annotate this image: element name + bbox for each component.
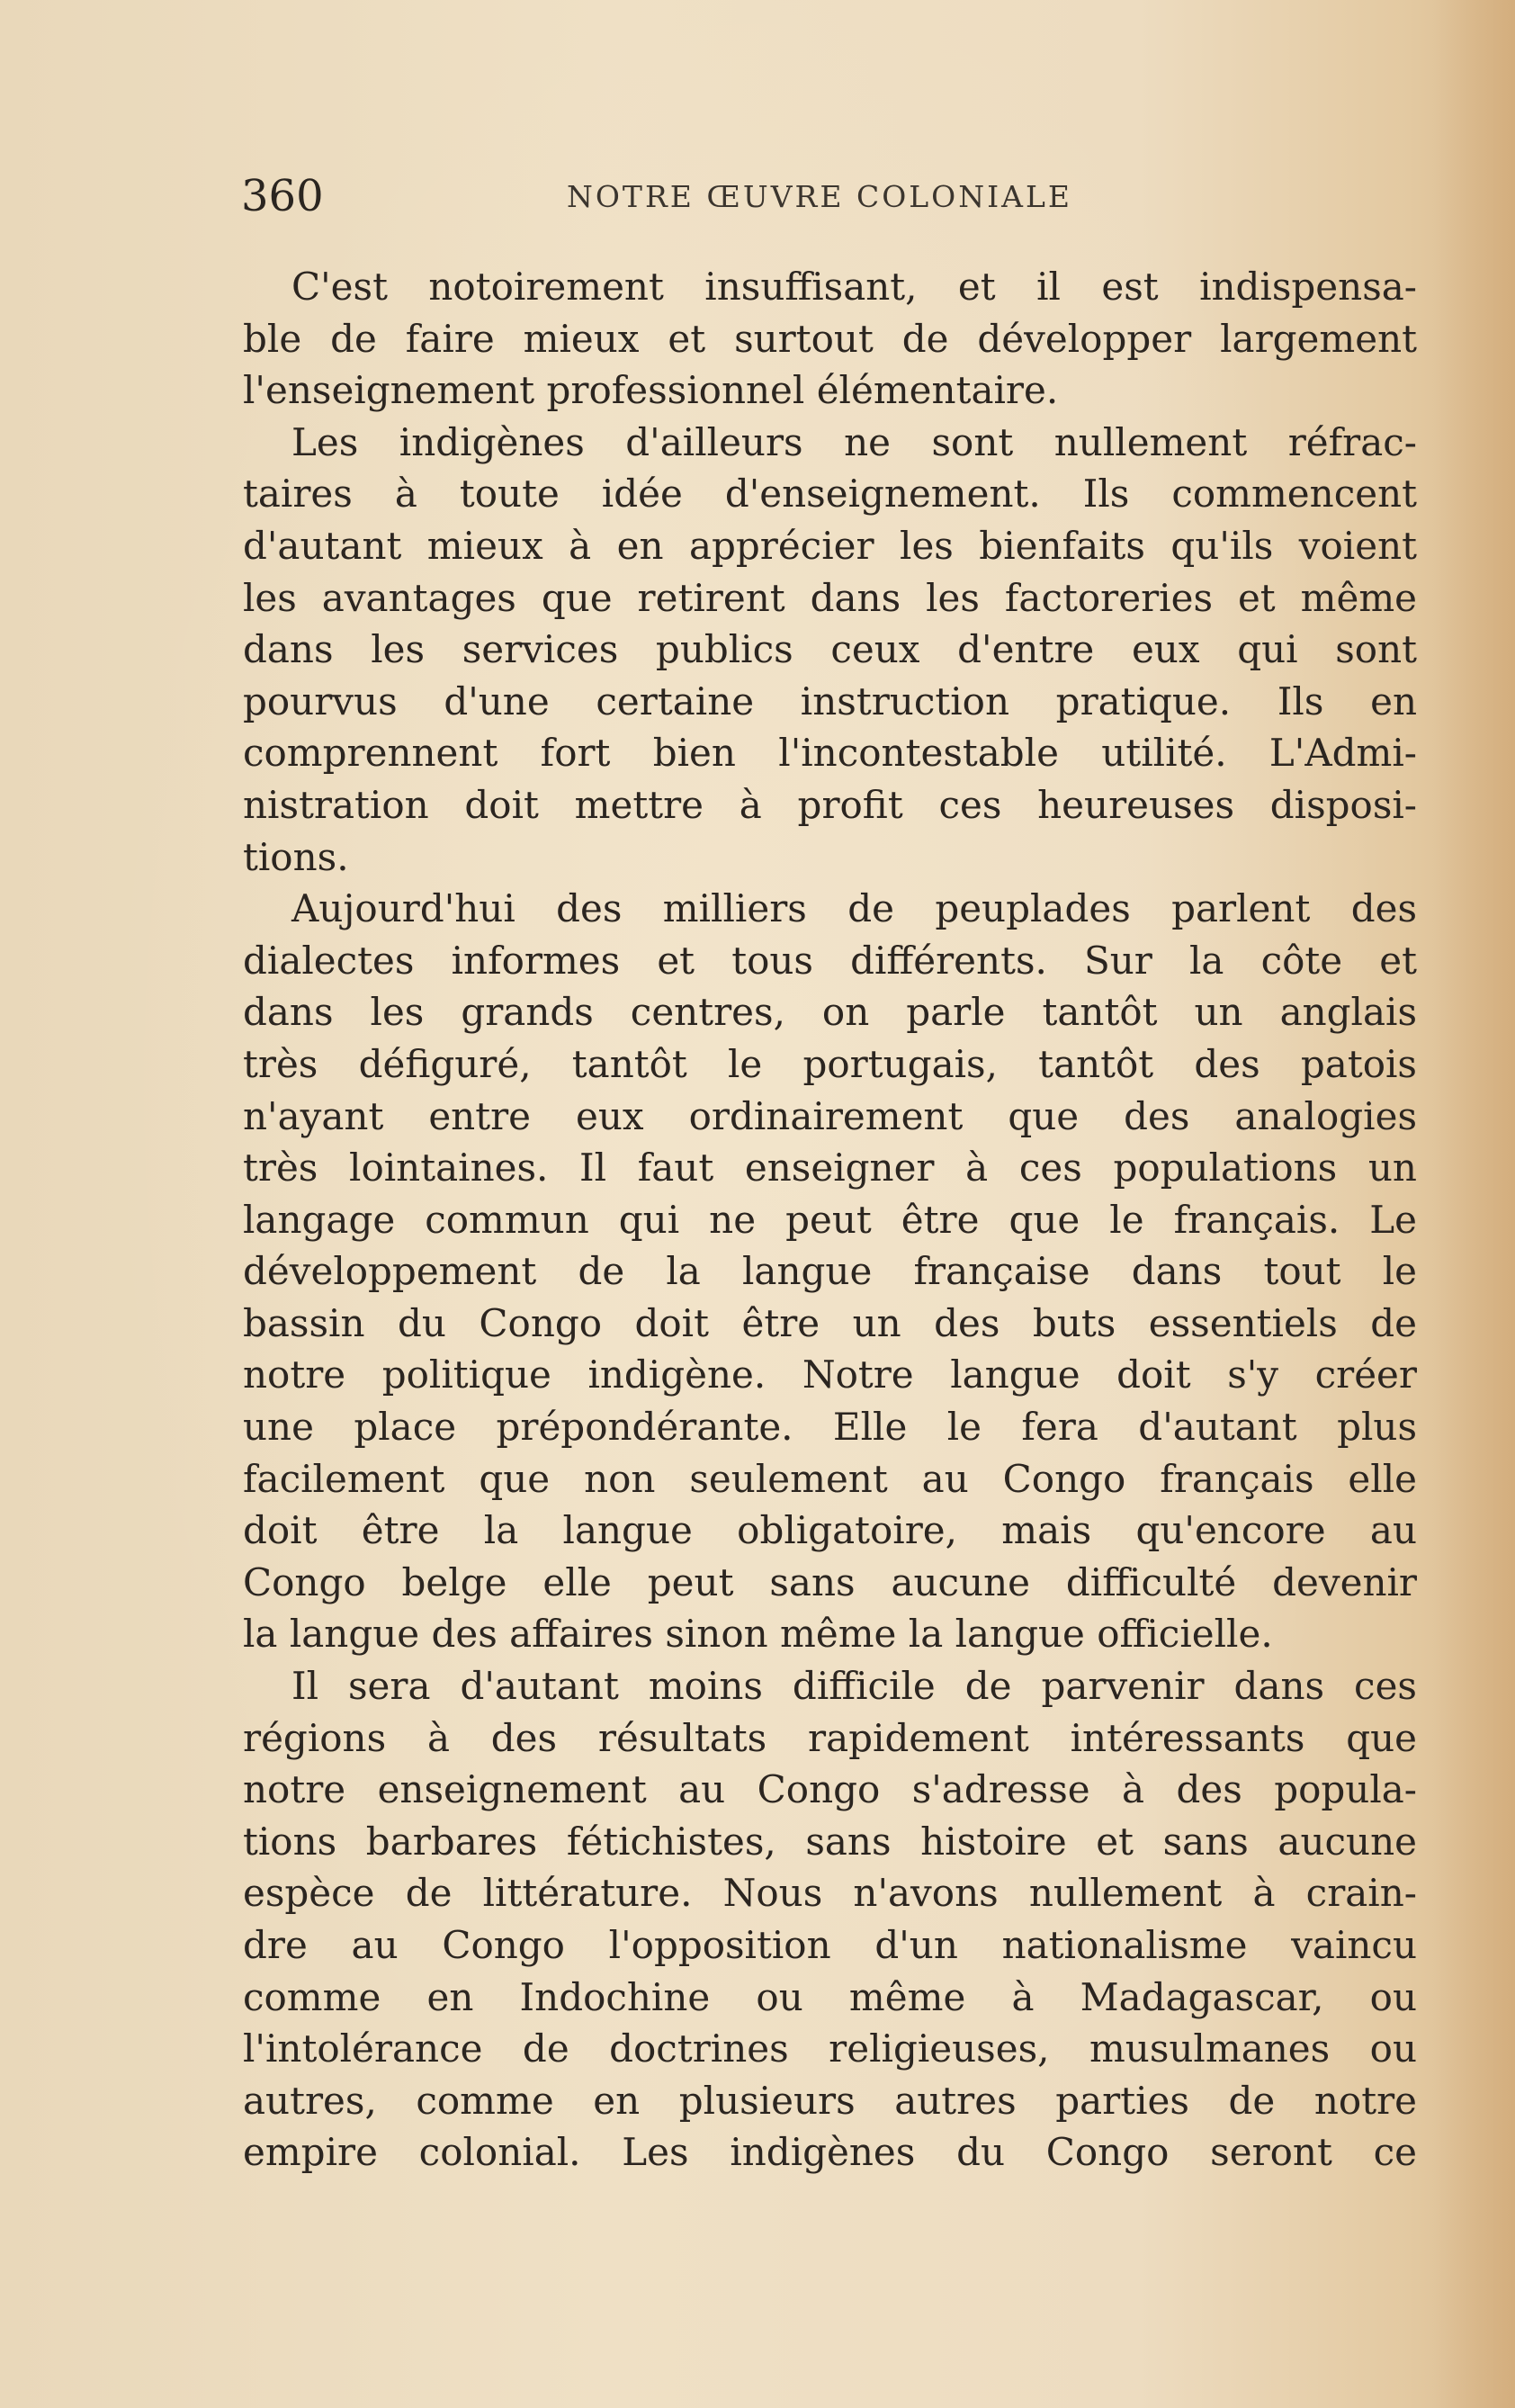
text-line: ble de faire mieux et surtout de développer largement xyxy=(243,316,1417,361)
text-line: comme en Indochine ou même à Madagascar, ou xyxy=(243,1974,1417,2019)
text-line: l'enseignement professionnel élémentaire. xyxy=(243,368,1059,413)
text-line: empire colonial. Les indigènes du Congo seront ce xyxy=(243,2130,1417,2175)
text-line: dans les services publics ceux d'entre eux qui sont xyxy=(243,627,1417,672)
text-line: dialectes informes et tous différents. Sur la côte et xyxy=(243,938,1417,983)
text-line: facilement que non seulement au Congo français elle xyxy=(243,1456,1417,1501)
text-line: nistration doit mettre à profit ces heureuses disposi- xyxy=(243,782,1417,827)
text-line: les avantages que retirent dans les factoreries et même xyxy=(243,575,1417,620)
text-line: très lointaines. Il faut enseigner à ces populations un xyxy=(243,1146,1417,1191)
text-line: développement de la langue française dans tout le xyxy=(243,1249,1417,1294)
text-line: d'autant mieux à en apprécier les bienfaits qu'ils voient xyxy=(243,523,1417,568)
text-line: dans les grands centres, on parle tantôt un anglais xyxy=(243,990,1417,1035)
text-line: Congo belge elle peut sans aucune difficulté devenir xyxy=(243,1559,1417,1604)
body-text xyxy=(243,261,1417,2179)
page-number: 360 xyxy=(241,171,324,221)
text-line: notre enseignement au Congo s'adresse à des popula- xyxy=(243,1767,1417,1812)
text-line: langage commun qui ne peut être que le français. Le xyxy=(243,1197,1417,1242)
text-line: bassin du Congo doit être un des buts essentiels de xyxy=(243,1300,1417,1345)
text-line: Il sera d'autant moins difficile de parvenir dans ces xyxy=(291,1664,1417,1709)
running-title: NOTRE ŒUVRE COLONIALE xyxy=(567,179,1072,214)
page-edge-stain xyxy=(1434,0,1515,2408)
text-line: très défiguré, tantôt le portugais, tantôt des patois xyxy=(243,1041,1417,1086)
text-line: l'intolérance de doctrines religieuses, musulmanes ou xyxy=(243,2026,1417,2071)
text-line: une place prépondérante. Elle le fera d'autant plus xyxy=(243,1405,1417,1450)
text-line: C'est notoirement insuffisant, et il est indispensa- xyxy=(291,265,1417,309)
page-header xyxy=(241,169,1411,223)
text-line: tions. xyxy=(243,834,349,879)
text-line: n'ayant entre eux ordinairement que des analogies xyxy=(243,1093,1417,1138)
text-line: Les indigènes d'ailleurs ne sont nullement réfrac- xyxy=(291,419,1417,464)
text-line: doit être la langue obligatoire, mais qu'encore au xyxy=(243,1508,1417,1553)
text-line: comprennent fort bien l'incontestable utilité. L'Admi- xyxy=(243,731,1417,776)
text-line: la langue des affaires sinon même la langue officielle. xyxy=(243,1612,1273,1657)
text-line: régions à des résultats rapidement intéressants que xyxy=(243,1715,1417,1760)
text-line: espèce de littérature. Nous n'avons nullement à crain- xyxy=(243,1871,1417,1916)
text-line: autres, comme en plusieurs autres parties de notre xyxy=(243,2078,1417,2123)
text-line: notre politique indigène. Notre langue doit s'y créer xyxy=(243,1352,1417,1397)
text-line: taires à toute idée d'enseignement. Ils commencent xyxy=(243,472,1417,517)
text-line: dre au Congo l'opposition d'un nationalisme vaincu xyxy=(243,1923,1417,1967)
text-line: tions barbares fétichistes, sans histoire et sans aucune xyxy=(243,1819,1417,1864)
text-line: pourvus d'une certaine instruction pratique. Ils en xyxy=(243,678,1417,723)
text-line: Aujourd'hui des milliers de peuplades parlent des xyxy=(291,886,1417,931)
